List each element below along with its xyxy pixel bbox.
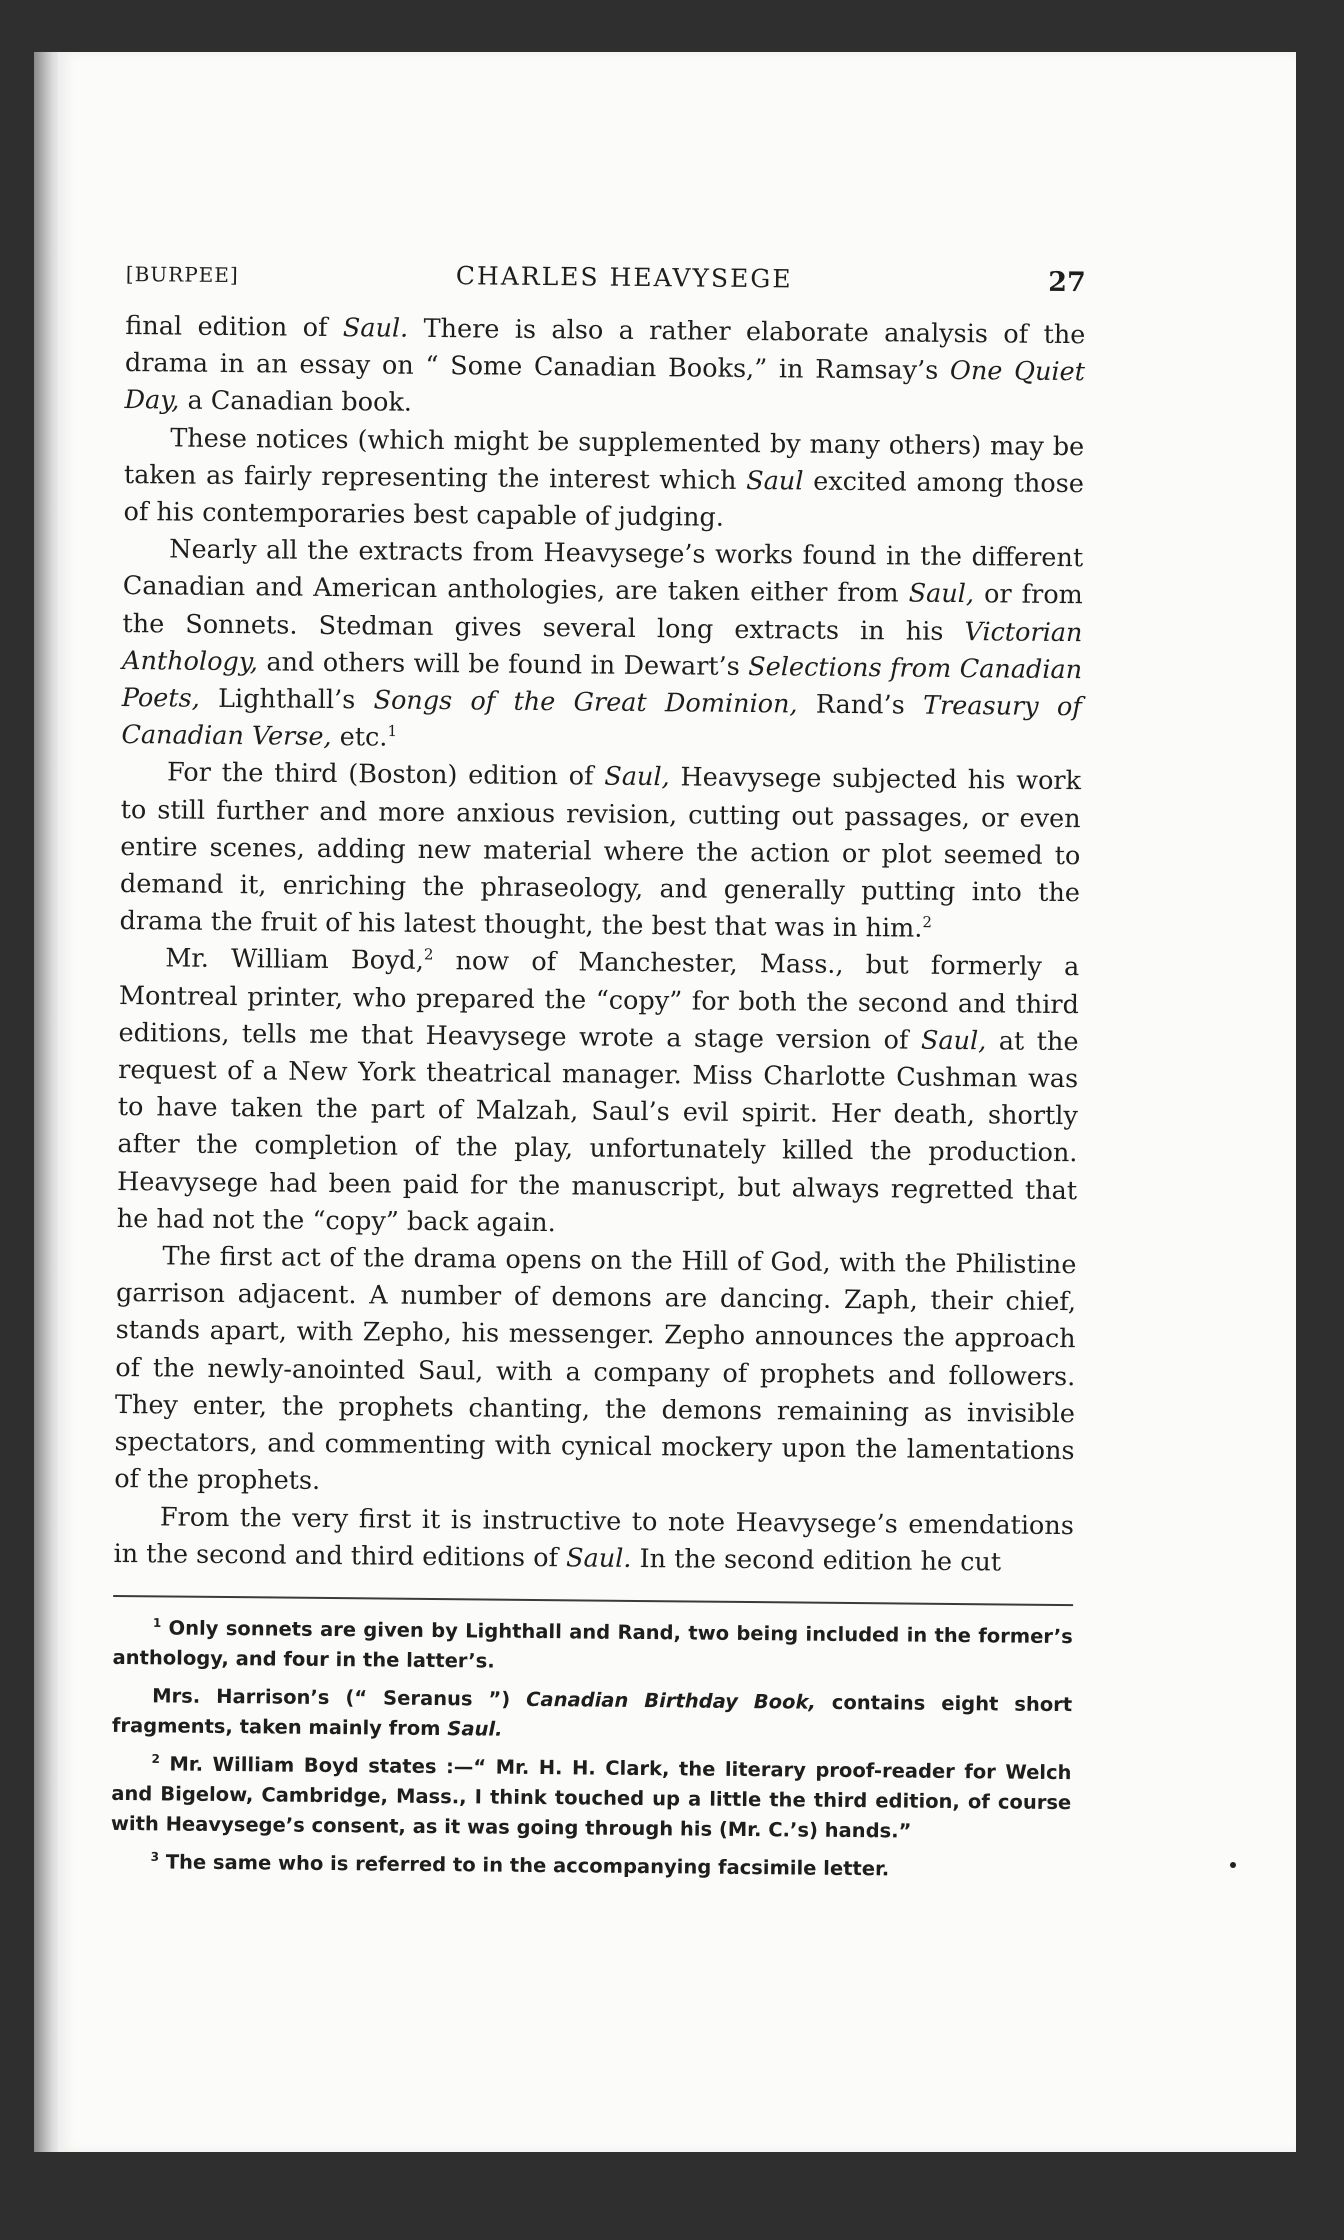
running-head-left: [BURPEE] <box>125 261 239 288</box>
footnote-marker: 3 <box>150 1849 160 1864</box>
text-run: The same who is referred to in the accompanying facsimile letter. <box>158 1850 890 1881</box>
italic-title: Selections from Canadian Poets, <box>121 651 1083 714</box>
text-run: In the second edition he cut <box>631 1543 1002 1578</box>
footnote-marker: 2 <box>151 1751 161 1766</box>
italic-title: Saul, <box>604 762 670 793</box>
paragraph <box>114 1238 1076 1508</box>
italic-title: One Quiet Day, <box>124 356 1086 416</box>
italic-title: Songs of the Great Dominion, <box>373 685 798 720</box>
footnote-marker: 2 <box>922 913 933 932</box>
text-run: Only sonnets are given by Lighthall and Rand, two being included in the former’s anthology, and four in the latter’s. <box>112 1616 1073 1673</box>
text-run: final edition of <box>125 310 344 344</box>
footnote <box>110 1847 1070 1886</box>
page-number: 27 <box>1048 266 1086 299</box>
paragraph <box>121 531 1083 763</box>
text-run: etc. <box>331 722 388 753</box>
text-run: at the request of a New York theatrical manager. Miss Charlotte Cushman was to have taken the part of Malzah, Saul’s evil spirit. Her death, shortly after the completion of the play, unfortunately killed the production. Heavysege had been paid for the manuscript, but always regretted that he had not the “copy” back again. <box>116 1026 1079 1239</box>
italic-title: Treasury of Canadian Verse, <box>121 690 1082 753</box>
text-run: There is also a rather elaborate analysis of the drama in an essay on “ Some Canadian Books,” in Ramsay’s <box>124 313 1086 387</box>
text-run: and others will be found in Dewart’s <box>257 647 749 682</box>
text-run: excited among those of his contemporaries best capable of judging. <box>123 466 1085 533</box>
text-run: Lighthall’s <box>199 683 374 716</box>
footnote-marker: 2 <box>423 945 434 964</box>
text-run: Mr. William Boyd states :—“ Mr. H. H. Clark, the literary proof-reader for Welch and Bigelow, Cambridge, Mass., I think touched up a little the third edition, of course with Heavysege’s consent, as it was going through his (Mr. C.’s) hands.” <box>110 1752 1072 1843</box>
italic-title: Canadian Birthday Book, <box>526 1687 817 1714</box>
text-run: contains eight short fragments, taken mainly from <box>111 1690 1073 1741</box>
text-run: or from the Sonnets. Stedman gives several long extracts in his <box>122 579 1083 647</box>
italic-title: Saul. <box>565 1542 632 1574</box>
running-head-title: CHARLES HEAVYSEGE <box>455 261 793 294</box>
italic-title: Saul <box>746 465 804 497</box>
text-run: Nearly all the extracts from Heavysege’s works found in the different Canadian and American anthologies, are taken either from <box>122 534 1084 609</box>
page-content <box>110 258 1086 1894</box>
text-run: now of Manchester, Mass., but formerly a Montreal printer, who prepared the “copy” for both the second and third editions, tells me that Heavysege wrote a stage version of <box>118 946 1080 1056</box>
running-head <box>126 258 1086 307</box>
italic-title: Victorian Anthology, <box>121 616 1083 678</box>
footnote-marker: 1 <box>152 1615 162 1630</box>
footnote <box>112 1681 1073 1750</box>
paragraph <box>117 940 1080 1247</box>
paragraph <box>124 308 1085 429</box>
italic-title: Saul, <box>908 578 975 610</box>
footnote <box>111 1749 1072 1848</box>
paragraph <box>123 420 1084 541</box>
body-text <box>113 308 1085 1582</box>
footnote <box>112 1613 1073 1682</box>
paragraph <box>119 754 1081 949</box>
italic-title: Saul, <box>920 1025 987 1057</box>
paragraph <box>113 1498 1074 1582</box>
footnote-marker: 1 <box>387 722 398 741</box>
ink-speck <box>1230 1862 1236 1868</box>
footnotes <box>110 1613 1072 1886</box>
text-run: The first act of the drama opens on the Hill of God, with the Philistine garrison adjacent. A number of demons are dancing. Zaph, their chief, stands apart, with Zepho, his messenger. Zepho announces the approach of the newly-anointed Saul, with a company of prophets and followers. They enter, the prophets chanting, the demons remaining as invisible spectators, and commenting with cynical mockery upon the lamentations of the prophets. <box>114 1241 1077 1497</box>
text-run: These notices (which might be supplemented by many others) may be taken as fairly representing the interest which <box>123 423 1085 496</box>
text-run: For the third (Boston) edition of <box>166 757 605 793</box>
text-run: Mr. William Boyd, <box>165 943 425 977</box>
italic-title: Saul. <box>342 313 409 344</box>
text-run: From the very first it is instructive to note Heavysege’s emendations in the second and third editions of <box>113 1501 1075 1573</box>
text-run: a Canadian book. <box>179 385 413 419</box>
text-run: Heavysege subjected his work to still further and more anxious revision, cutting out passages, or even entire scenes, adding new material where the action or plot seemed to demand it, enriching the phraseology, and generally putting into the drama the fruit of his latest thought, the best that was in him. <box>119 762 1082 944</box>
text-run: Rand’s <box>797 689 924 721</box>
text-run: Mrs. Harrison’s (“ Seranus ”) <box>152 1684 527 1711</box>
italic-title: Saul. <box>447 1717 503 1741</box>
footnote-rule <box>113 1595 1073 1606</box>
